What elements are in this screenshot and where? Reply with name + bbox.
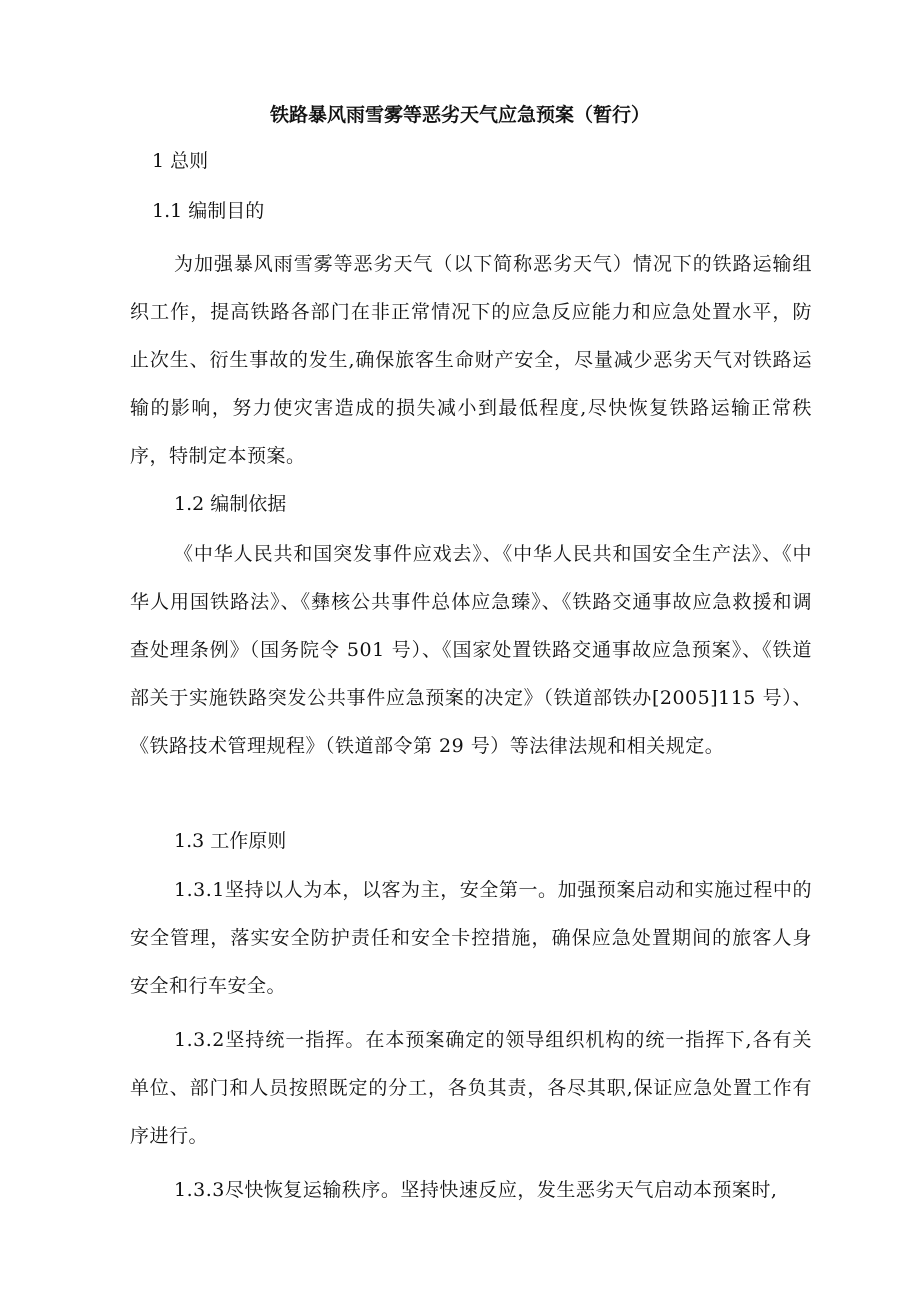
- section-heading-basis: 1.2 编制依据: [174, 493, 287, 515]
- paragraph-basis: 《中华人民共和国突发事件应戏去》、《中华人民共和国安全生产法》、《中华人用国铁路法》、《彝核公共事件总体应急臻》、《铁路交通事故应急救援和调查处理条例》（国务院令 501 号）、《国家处置铁路交通事故应急预案》、《铁道部关于实施铁路突发公共事件应急预案的决定》（铁道部铁办[2005]115 号）、《铁路技术管理规程》（铁道部令第 29 号）等法律法规和相关规定。: [130, 543, 812, 757]
- section-heading-principles: 1.3 工作原则: [174, 830, 287, 852]
- paragraph-principle-1: 1.3.1坚持以人为本，以客为主，安全第一。加强预案启动和实施过程中的安全管理，落实安全防护责任和安全卡控措施，确保应急处置期间的旅客人身安全和行车安全。: [130, 879, 812, 997]
- paragraph-principle-2: 1.3.2坚持统一指挥。在本预案确定的领导组织机构的统一指挥下,各有关单位、部门和人员按照既定的分工，各负其责，各尽其职,保证应急处置工作有序进行。: [130, 1029, 812, 1147]
- section-heading-general: 1 总则: [152, 150, 209, 172]
- paragraph-principle-3: 1.3.3尽快恢复运输秩序。坚持快速反应，发生恶劣天气启动本预案时,: [174, 1179, 778, 1201]
- section-heading-purpose: 1.1 编制目的: [152, 200, 265, 222]
- document-title: 铁路暴风雨雪雾等恶劣天气应急预案（暂行）: [269, 104, 650, 126]
- paragraph-purpose: 为加强暴风雨雪雾等恶劣天气（以下简称恶劣天气）情况下的铁路运输组织工作，提高铁路各部门在非正常情况下的应急反应能力和应急处置水平，防止次生、衍生事故的发生,确保旅客生命财产安全，尽量减少恶劣天气对铁路运输的影响，努力使灾害造成的损失减小到最低程度,尽快恢复铁路运输正常秩序，特制定本预案。: [130, 253, 812, 467]
